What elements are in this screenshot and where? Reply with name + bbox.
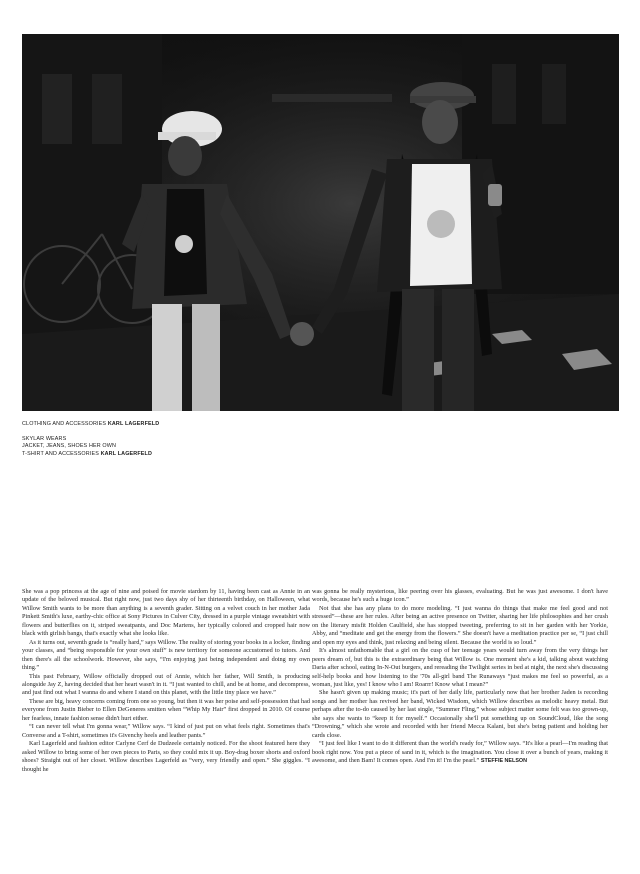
article-paragraph: She was a pop princess at the age of nine and poised for movie stardom by 11, having been cast as Annie in an update of the beloved musical. But right now, just two days shy of her thirteenth birthday, on Halloween, what Willow Smith wants to be more than anything is a seventh grader. Sitting on a velvet couch in her mother Jada Pinkett Smith's luxe, earthy-chic office at Sony Pictures in Culver City, dressed in a purple vintage sweatshirt with flowers and butterflies on it, striped sweatpants, and Doc Martens, her typically colored and cropped hair now black with girlish bangs, that's exactly what she looks like. bbox=[22, 588, 310, 638]
article-paragraph: Not that she has any plans to do more modeling. “I just wanna do things that make me feel good and not stressed”—these are her rules. After being an active presence on Twitter, sharing her life philosophies and her crush on the literary misfit Holden Caulfield, she has stopped tweeting, preferring to sit in her garden with her Yorkie, Abby, and “meditate and get the energy from the flowers.” She doesn't have a meditation practice per se, “I just chill and open my eyes and think, just relaxing and being silent. Because the world is so loud.” bbox=[312, 604, 608, 646]
article-paragraph: “I just feel like I want to do it different than the world's ready for,” Willow says. “It's like a pearl—I'm reading that book right now. You put a piece of sand in it, which is the imagination. You close it over a bunch of years, making it awesome, and then Bam! It comes open. And I'm it! I'm the pearl.” STEFFIE NELSON bbox=[312, 740, 608, 765]
article-column-right bbox=[312, 588, 608, 766]
article-paragraph: It's almost unfathomable that a girl on the cusp of her teenage years would turn away from the very things her peers dream of, but this is the extraordinary being that Willow is. One moment she's a kid, talking about watching Daria after school, eating In-N-Out burgers, and rereading the Twilight series in bed at night, the next she's discussing self-help books and how listening to the '70s all-girl band The Runaways “just makes me feel so powerful, as a woman, just like, yes! I know who I am! Roarrr! Know what I mean?” bbox=[312, 647, 608, 688]
article-column-left bbox=[22, 588, 310, 774]
article-paragraph: was gonna be really mysterious, like peering over his glasses, evaluating. But he was just awesome. I don't have words, because he's such a huge icon.” bbox=[312, 588, 608, 604]
article-paragraph: Karl Lagerfeld and fashion editor Carlyne Cerf de Dudzeele certainly noticed. For the shoot featured here they asked Willow to bring some of her own pieces to Paris, so they could mix it up. Boy-drag boxer shorts and oxford shoes? Straight out of her closet. Willow describes Lagerfeld as “very, very friendly and open.” She giggles. “I thought he bbox=[22, 740, 310, 773]
credit-line-clothing: CLOTHING AND ACCESSORIES KARL LAGERFELD bbox=[22, 421, 160, 427]
article-paragraph: These are big, heavy concerns coming from one so young, but then it was her poise and self-possession that had everyone from Justin Bieber to Ellen DeGeneres smitten when “Whip My Hair” first dropped in 2010. Of course her fearless, innate fashion sense didn't hurt either. bbox=[22, 697, 310, 722]
credit-line-tshirt: T-SHIRT AND ACCESSORIES KARL LAGERFELD bbox=[22, 450, 153, 457]
credit-line-jacket: JACKET, JEANS, SHOES HER OWN bbox=[22, 443, 117, 450]
article-paragraph: “I can never tell what I'm gonna wear,” Willow says. “I kind of just put on what feels right. Sometimes that's Converse and a T-shirt, sometimes it's Givenchy heels and leather pants.” bbox=[22, 723, 310, 739]
editorial-photo bbox=[22, 34, 619, 411]
article-paragraph: This past February, Willow officially dropped out of Annie, which her father, Will Smith, is producing alongside Jay Z, having decided that her heart wasn't in it. “I just wanted to chill, and be at home, and decompress, and just find out what I wanna do and where I stand on this planet, with the little tiny place we have.” bbox=[22, 672, 310, 697]
credit-line-skylar: SKYLAR WEARS bbox=[22, 435, 67, 442]
photo-credits bbox=[22, 421, 322, 458]
article-paragraph: As it turns out, seventh grade is “really hard,” says Willow. The reality of storing your books in a locker, finding your classes, and “being responsible for your own stuff” is new territory for someone accustomed to tutors. And then there's all the schoolwork. However, she says, “I'm enjoying just being independent and doing my own thing.” bbox=[22, 638, 310, 672]
author-signature: STEFFIE NELSON bbox=[480, 758, 527, 765]
photo-illustration bbox=[22, 34, 619, 411]
article-paragraph: She hasn't given up making music; it's part of her daily life, particularly now that her brother Jaden is recording songs and her mother has revived her band, Wicked Wisdom, which Willow describes as melodic heavy metal. But perhaps after the to-do caused by her last single, “Summer Fling,” whose subject matter some felt was too grown-up, she says she wants to “keep it for myself.” Occasionally she'll put something up on SoundCloud, like the song “Drowning,” which she wrote and recorded with her friend Mecca Kalani, but she's being patient and holding her cards close. bbox=[312, 689, 608, 739]
